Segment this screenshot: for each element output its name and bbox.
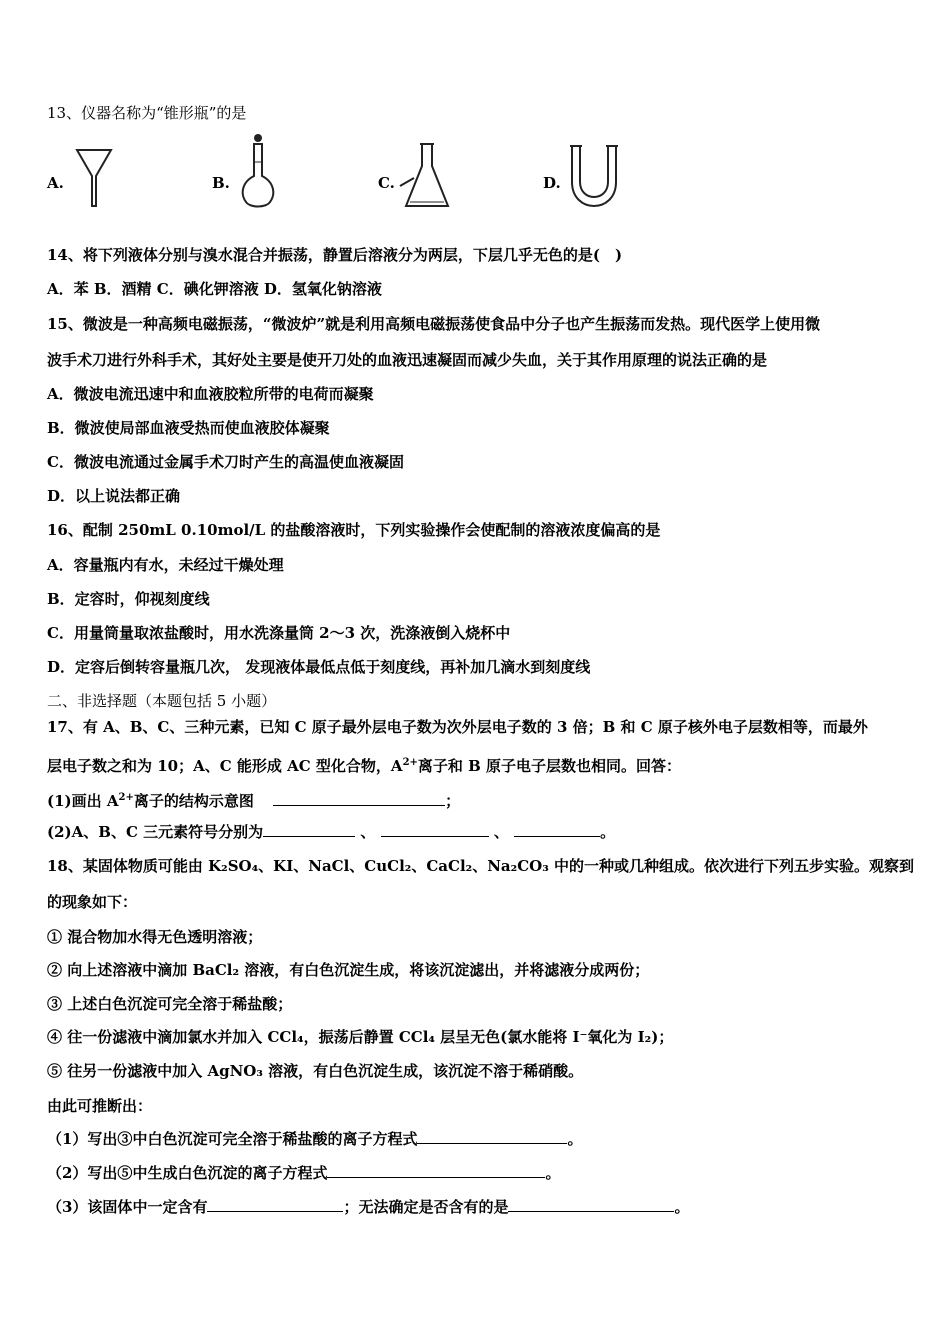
q18-answer-3-end: 。 <box>674 1198 690 1216</box>
q17-part1-end: ； <box>445 792 461 810</box>
conical-flask-icon <box>398 140 456 212</box>
q17-answer-blank-1[interactable] <box>273 791 445 806</box>
q17-answer-blank-c[interactable] <box>514 822 600 837</box>
q17-stem-line2 <box>47 753 681 776</box>
q16-option-b: B．定容时，仰视刻度线 <box>47 590 210 608</box>
q17-part1-a: (1)画出 A <box>47 792 119 810</box>
q16-stem: 16、配制 250mL 0.10mol/L 的盐酸溶液时，下列实验操作会使配制的溶液浓度偏高的是 <box>47 521 661 539</box>
q13-stem: 13、仪器名称为“锥形瓶”的是 <box>47 104 247 122</box>
q17-stem-line2-a: 层电子数之和为 10；A、C 能形成 AC 型化合物，A <box>47 757 403 775</box>
q18-answer-blank-1[interactable] <box>417 1129 567 1144</box>
q15-stem-line2: 波手术刀进行外科手术，其好处主要是使开刀处的血液迅速凝固而减少失血，关于其作用原理的说法正确的是 <box>47 351 768 369</box>
q16-option-a: A．容量瓶内有水，未经过干燥处理 <box>47 556 284 574</box>
q16-option-d: D．定容后倒转容量瓶几次， 发现液体最低点低于刻度线，再补加几滴水到刻度线 <box>47 658 591 676</box>
funnel-icon <box>74 146 114 210</box>
q17-answer-blank-a[interactable] <box>263 822 355 837</box>
q18-step-4: ④ 往一份滤液中滴加氯水并加入 CCl₄，振荡后静置 CCl₄ 层呈无色(氯水能将 I⁻氧化为 I₂)； <box>47 1028 674 1046</box>
q18-answer-blank-3b[interactable] <box>508 1197 674 1212</box>
q13-option-b-label: B. <box>212 174 230 192</box>
q18-answer-blank-2[interactable] <box>327 1163 545 1178</box>
q18-step-2: ② 向上述溶液中滴加 BaCl₂ 溶液，有白色沉淀生成，将该沉淀滤出，并将滤液分成两份； <box>47 961 650 979</box>
q17-part1-b: 离子的结构示意图 <box>133 792 254 810</box>
q17-part2-a: (2)A、B、C 三元素符号分别为 <box>47 823 264 841</box>
q15-option-b: B．微波使局部血液受热而使血液胶体凝聚 <box>47 419 330 437</box>
q18-step-1: ① 混合物加水得无色透明溶液； <box>47 928 263 946</box>
q18-step-5: ⑤ 往另一份滤液中加入 AgNO₃ 溶液，有白色沉淀生成，该沉淀不溶于稀硝酸。 <box>47 1062 584 1080</box>
q18-stem-line2: 的现象如下： <box>47 893 138 911</box>
q18-answer-3-mid: ；无法确定是否含有的是 <box>343 1198 509 1216</box>
q18-answer-3-text: （3）该固体中一定含有 <box>47 1198 208 1216</box>
q17-sep-1: 、 <box>360 823 376 841</box>
q18-answer-3 <box>47 1197 689 1217</box>
q14-stem: 14、将下列液体分别与溴水混合并振荡，静置后溶液分为两层，下层几乎无色的是( ) <box>47 246 623 264</box>
q17-part2 <box>47 822 615 842</box>
q18-answer-2-text: （2）写出⑤中生成白色沉淀的离子方程式 <box>47 1164 328 1182</box>
q17-answer-blank-b[interactable] <box>381 822 489 837</box>
volumetric-flask-icon <box>236 132 280 212</box>
q15-option-d: D．以上说法都正确 <box>47 487 181 505</box>
q18-answer-blank-3a[interactable] <box>207 1197 343 1212</box>
q18-answer-1-text: （1）写出③中白色沉淀可完全溶于稀盐酸的离子方程式 <box>47 1130 418 1148</box>
q16-option-c: C．用量筒量取浓盐酸时，用水洗涤量筒 2～3 次，洗涤液倒入烧杯中 <box>47 624 511 642</box>
q18-step-3: ③ 上述白色沉淀可完全溶于稀盐酸； <box>47 995 293 1013</box>
q17-part1-charge: 2+ <box>118 792 134 803</box>
q13-option-c-label: C. <box>378 174 395 192</box>
q14-options: A．苯 B．酒精 C．碘化钾溶液 D．氢氧化钠溶液 <box>47 280 382 298</box>
q15-option-c: C．微波电流通过金属手术刀时产生的高温使血液凝固 <box>47 453 404 471</box>
q15-stem-line1: 15、微波是一种高频电磁振荡，“微波炉”就是利用高频电磁振荡使食品中分子也产生振荡而发热。现代医学上使用微 <box>47 315 821 333</box>
q17-part2-end: 。 <box>600 823 616 841</box>
section-heading: 二、非选择题（本题包括 5 小题） <box>47 692 277 710</box>
q17-stem-line2-b: 离子和 B 原子电子层数也相同。回答： <box>417 757 682 775</box>
q18-answer-1-end: 。 <box>567 1130 583 1148</box>
q18-inference: 由此可推断出： <box>47 1097 153 1115</box>
q17-sep-2: 、 <box>493 823 509 841</box>
q18-answer-2 <box>47 1163 560 1183</box>
u-tube-icon <box>566 142 622 210</box>
q17-part1 <box>47 788 460 811</box>
q18-stem-line1: 18、某固体物质可能由 K₂SO₄、KI、NaCl、CuCl₂、CaCl₂、Na₂CO₃ 中的一种或几种组成。依次进行下列五步实验。观察到 <box>47 857 915 875</box>
q18-answer-2-end: 。 <box>545 1164 561 1182</box>
q15-option-a: A．微波电流迅速中和血液胶粒所带的电荷而凝聚 <box>47 385 374 403</box>
q17-stem-line1: 17、有 A、B、C、三种元素，已知 C 原子最外层电子数为次外层电子数的 3 倍；B 和 C 原子核外电子层数相等，而最外 <box>47 718 868 736</box>
q17-charge: 2+ <box>402 757 418 768</box>
q18-answer-1 <box>47 1129 582 1149</box>
q13-option-a-label: A. <box>47 174 64 192</box>
q13-option-d-label: D. <box>543 174 561 192</box>
